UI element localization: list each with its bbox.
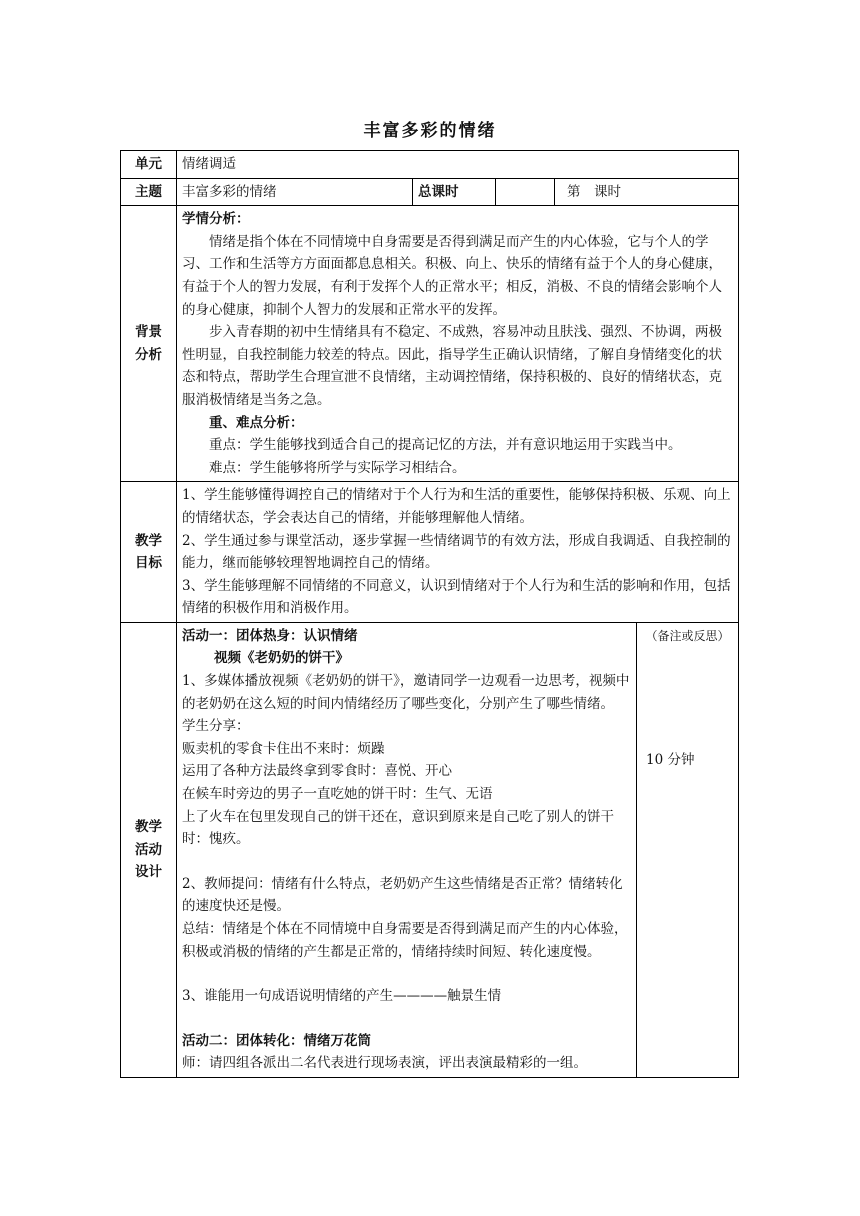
unit-label: 单元: [121, 151, 177, 179]
goal-item: 1、学生能够懂得调控自己的情绪对于个人行为和生活的重要性，能够保持积极、乐观、向上的情绪状态，学会表达自己的情绪，并能够理解他人情绪。: [182, 487, 731, 526]
step-three: 3、谁能用一句成语说明情绪的产生————触景生情: [182, 988, 502, 1005]
step-one: 1、多媒体播放视频《老奶奶的饼干》，邀请同学一边观看一边思考，视频中的老奶奶在这么短的时间内情绪经历了哪些变化，分别产生了哪些情绪。: [182, 673, 630, 712]
lesson-number: 第 课时: [555, 178, 739, 206]
unit-value: 情绪调适: [177, 151, 739, 179]
total-hours-value: [496, 178, 555, 206]
goals-label: 教学 目标: [121, 482, 177, 623]
goals-content: [177, 482, 739, 623]
analysis-heading: 学情分析：: [182, 211, 250, 228]
analysis-paragraph-2: 步入青春期的初中生情绪具有不稳定、不成熟，容易冲动且肤浅、强烈、不协调，两极性明显，自我控制能力较差的特点。因此，指导学生正确认识情绪，了解自身情绪变化的状态和特点，帮助学生合理宣泄不良情绪，主动调控情绪，保持积极的、良好的情绪状态，克服消极情绪是当务之急。: [182, 324, 722, 408]
lesson-plan-table: [120, 150, 739, 1078]
step-two: 2、教师提问：情绪有什么特点，老奶奶产生这些情绪是否正常？情绪转化的速度快还是慢。: [182, 875, 623, 915]
key-point: 重点：学生能够找到适合自己的提高记忆的方法，并有意识地运用于实践当中。: [209, 437, 682, 454]
activity-label: 教学 活动 设计: [121, 622, 177, 1077]
total-hours-label: 总课时: [413, 178, 496, 206]
activity-content: [177, 622, 637, 1077]
unit-row: [121, 151, 739, 179]
activity-two-title: 活动二：团体转化：情绪万花筒: [182, 1032, 371, 1049]
difficult-point: 难点：学生能够将所学与实际学习相结合。: [209, 459, 466, 476]
topic-row: [121, 178, 739, 206]
share-label: 学生分享：: [182, 718, 250, 735]
background-content: [177, 206, 739, 482]
notes-column: [637, 622, 739, 1077]
analysis-paragraph-1: 情绪是指个体在不同情境中自身需要是否得到满足而产生的内心体验，它与个人的学习、工作和生活等方方面面都息息相关。积极、向上、快乐的情绪有益于个人的身心健康，有益于个人的智力发展，有利于发挥个人的正常水平；相反，消极、不良的情绪会影响个人的身心健康，抑制个人智力的发展和正常水平的发挥。: [182, 233, 722, 318]
goal-item: 2、学生通过参与课堂活动，逐步掌握一些情绪调节的有效方法，形成自我调适、自我控制的能力，继而能够较理智地调控自己的情绪。: [182, 532, 731, 572]
topic-value: 丰富多彩的情绪: [177, 178, 413, 206]
share-item: 运用了各种方法最终拿到零食时：喜悦、开心: [182, 763, 452, 780]
share-item: 贩卖机的零食卡住出不来时：烦躁: [182, 740, 385, 757]
teacher-instruction: 师：请四组各派出二名代表进行现场表演，评出表演最精彩的一组。: [182, 1055, 587, 1072]
video-title: 视频《老奶奶的饼干》: [214, 650, 349, 667]
time-allocation: 10 分钟: [646, 752, 695, 769]
document-title: 丰富多彩的情绪: [363, 121, 497, 141]
notes-header: （备注或反思）: [645, 628, 730, 643]
goal-item: 3、学生能够理解不同情绪的不同意义，认识到情绪对于个人行为和生活的影响和作用，包括情绪的积极作用和消极作用。: [182, 577, 731, 617]
topic-label: 主题: [121, 178, 177, 206]
background-label: 背景 分析: [121, 206, 177, 482]
key-difficult-heading: 重、难点分析：: [209, 414, 304, 431]
background-row: [121, 206, 739, 482]
summary: 总结：情绪是个体在不同情境中自身需要是否得到满足而产生的内心体验，积极或消极的情绪的产生都是正常的，情绪持续时间短、转化速度慢。: [182, 921, 628, 960]
goals-row: [121, 482, 739, 623]
share-item: 上了火车在包里发现自己的饼干还在，意识到原来是自己吃了别人的饼干时：愧疚。: [182, 808, 614, 848]
share-item: 在候车时旁边的男子一直吃她的饼干时：生气、无语: [182, 786, 493, 803]
activity-row: [121, 622, 739, 1077]
activity-one-title: 活动一：团体热身：认识情绪: [182, 627, 358, 644]
